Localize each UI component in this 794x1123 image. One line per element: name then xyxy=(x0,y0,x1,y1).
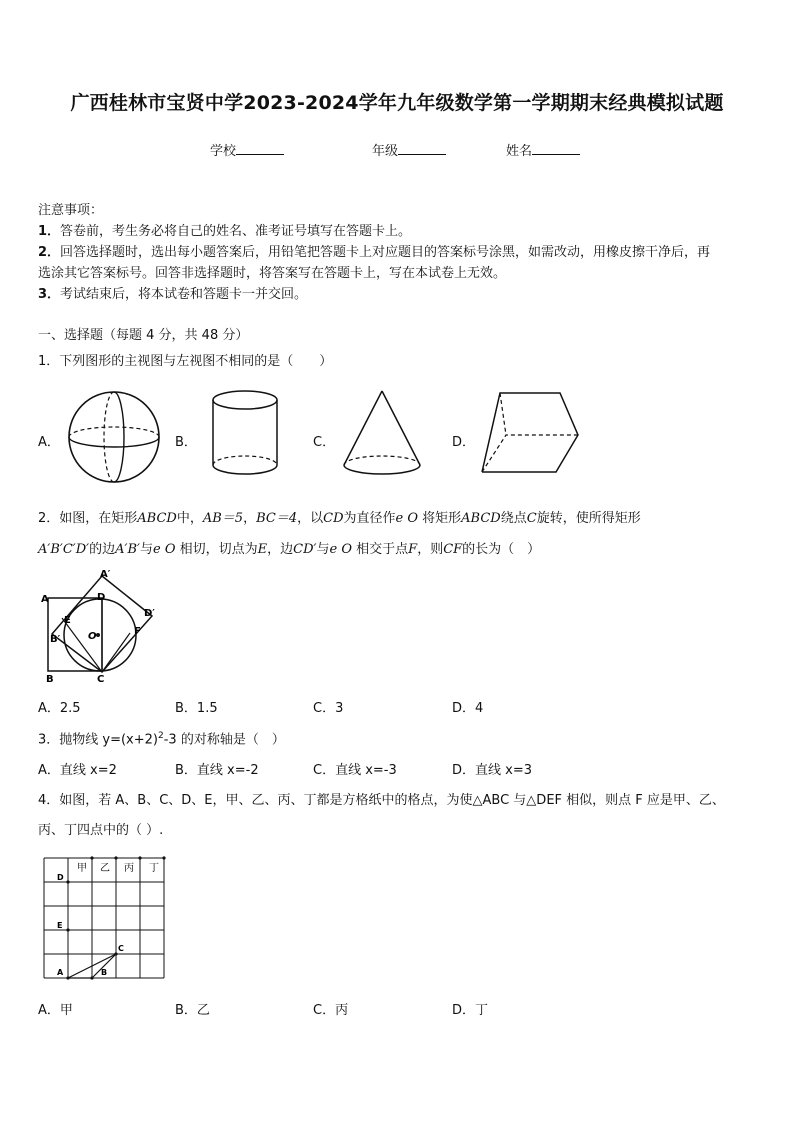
q3-stem: 3．抛物线 $y=(x+2)^2-3$ 的对称轴是（ ） xyxy=(38,731,285,748)
label-o: O xyxy=(88,631,97,642)
name-field xyxy=(506,140,580,159)
cylinder-figure xyxy=(207,388,283,484)
notes-block xyxy=(38,200,768,305)
grid-label-ding: 丁 xyxy=(149,863,159,874)
grid-label-b: B xyxy=(101,968,108,977)
cone-figure xyxy=(338,388,426,480)
grid-label-yi: 乙 xyxy=(100,863,110,874)
rectangle-circle-figure xyxy=(40,568,165,686)
q4-stem-line1: 4．如图，若 A、B、C、D、E，甲、乙、丙、丁都是方格纸中的格点，为使△ABC 与△DEF 相似，则点 F 应是甲、乙、 xyxy=(38,793,725,808)
grid-label-bing: 丙 xyxy=(124,863,134,874)
section-heading: 一、选择题（每题 4 分，共 48 分） xyxy=(38,328,249,343)
q4-option-b: B．乙 xyxy=(175,1003,210,1018)
school-blank xyxy=(236,142,284,155)
name-label: 姓名 xyxy=(506,144,533,159)
label-d-prime: D′ xyxy=(144,608,155,619)
label-b: B xyxy=(46,674,54,685)
q2-option-c: C．3 xyxy=(313,701,344,716)
q4-stem-line2: 丙、丁四点中的（ ）. xyxy=(38,823,164,838)
q2-option-a: A．2.5 xyxy=(38,701,81,716)
grid-figure xyxy=(40,854,172,982)
name-blank xyxy=(532,142,580,155)
q3-option-a: A．直线 x=2 xyxy=(38,763,117,778)
q1-stem: 1．下列图形的主视图与左视图不相同的是（ ） xyxy=(38,354,333,369)
q4-option-d: D．丁 xyxy=(452,1003,489,1018)
label-c: C xyxy=(97,674,105,685)
q1-option-c-label: C． xyxy=(313,435,336,450)
q3-option-c: C．直线 x=-3 xyxy=(313,763,397,778)
q2-option-d: D．4 xyxy=(452,701,484,716)
q2-stem-line1: 2．如图，在矩形ABCD中，AB＝5，BC＝4，以CD为直径作e O 将矩形ABCD绕点C旋转，使所得矩形 xyxy=(38,511,641,526)
grid-label-jia: 甲 xyxy=(77,863,87,874)
q1-option-d-label: D． xyxy=(452,435,476,450)
grade-label: 年级 xyxy=(372,144,399,159)
note-3: 3．考试结束后，将本试卷和答题卡一并交回。 xyxy=(38,287,308,302)
note-2-cont: 选涂其它答案标号。回答非选择题时，将答案写在答题卡上，写在本试卷上无效。 xyxy=(38,266,507,281)
prism-figure xyxy=(476,388,586,484)
notes-heading: 注意事项： xyxy=(38,203,104,218)
note-1: 1．答卷前，考生务必将自己的姓名、准考证号填写在答题卡上。 xyxy=(38,224,412,239)
q1-option-b-label: B． xyxy=(175,435,197,450)
grid-label-e: E xyxy=(57,921,63,930)
q2-stem-line2: A′B′C′D′的边A′B′与e O 相切，切点为E，边CD′与e O 相交于点F，则CF的长为（ ） xyxy=(38,542,541,557)
grid-label-a: A xyxy=(57,968,64,977)
school-field xyxy=(210,140,284,159)
grid-label-d: D xyxy=(57,873,64,882)
q2-option-b: B．1.5 xyxy=(175,701,218,716)
label-f: F xyxy=(134,626,141,637)
grade-blank xyxy=(398,142,446,155)
label-e: E xyxy=(64,615,71,626)
q3-option-d: D．直线 x=3 xyxy=(452,763,532,778)
q4-option-a: A．甲 xyxy=(38,1003,73,1018)
label-a: A xyxy=(41,594,49,605)
q4-option-c: C．丙 xyxy=(313,1003,349,1018)
grade-field xyxy=(372,140,446,159)
page-title: 广西桂林市宝贤中学2023-2024学年九年级数学第一学期期末经典模拟试题 xyxy=(70,92,724,114)
q1-option-a-label: A． xyxy=(38,435,60,450)
label-a-prime: A′ xyxy=(100,569,111,580)
sphere-figure xyxy=(64,388,164,488)
label-d: D xyxy=(97,592,106,603)
label-b-prime: B′ xyxy=(50,634,61,645)
grid-label-c: C xyxy=(118,944,124,953)
note-2: 2．回答选择题时，选出每小题答案后，用铅笔把答题卡上对应题目的答案标号涂黑，如需改动，用橡皮擦干净后，再 xyxy=(38,245,711,260)
school-label: 学校 xyxy=(210,144,237,159)
q3-option-b: B．直线 x=-2 xyxy=(175,763,259,778)
